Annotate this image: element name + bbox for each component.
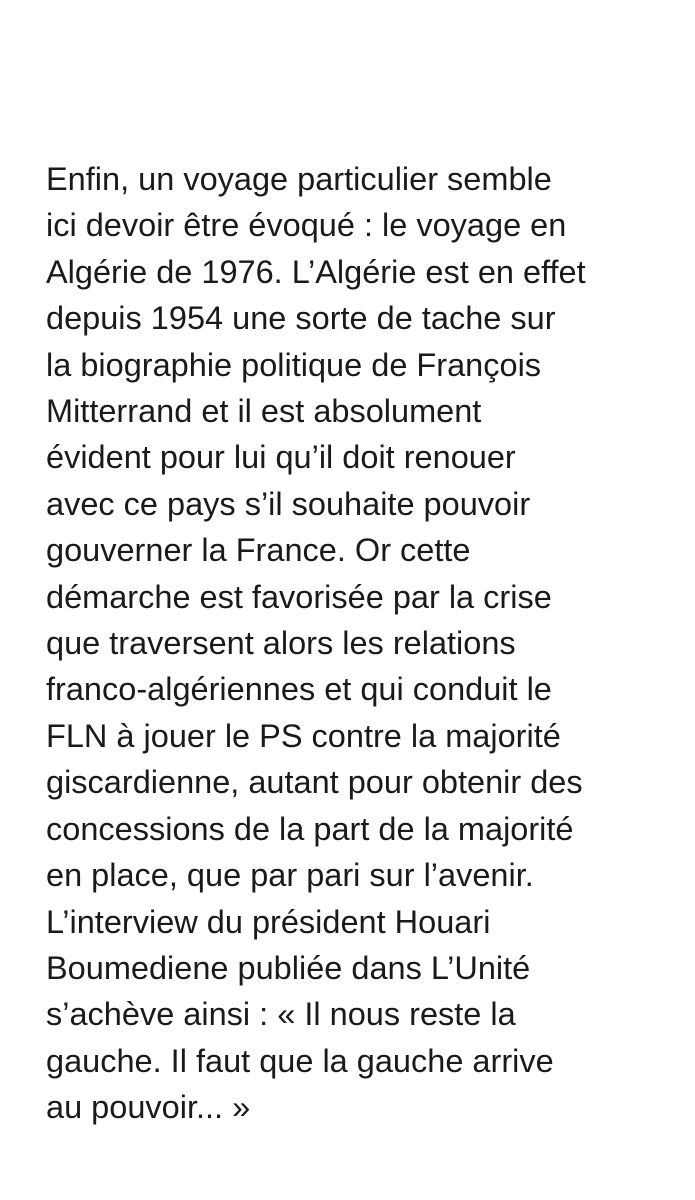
text-line: L’interview du président Houari [46, 903, 491, 940]
text-line: que traversent alors les relations [46, 625, 516, 662]
text-line: avec ce pays s’il souhaite pouvoir [46, 485, 531, 522]
text-line: depuis 1954 une sorte de tache sur [46, 300, 556, 337]
text-line: en place, que par pari sur l’avenir. [46, 857, 534, 894]
text-line: franco-algériennes et qui conduit le [46, 671, 552, 708]
text-line: démarche est favorisée par la crise [46, 578, 552, 615]
text-line: FLN à jouer le PS contre la majorité [46, 717, 561, 754]
text-line: s’achève ainsi : « Il nous reste la [46, 996, 516, 1033]
text-line: concessions de la part de la majorité [46, 810, 574, 847]
text-line: Boumediene publiée dans L’Unité [46, 949, 531, 986]
text-line: gauche. Il faut que la gauche arrive [46, 1042, 554, 1079]
text-line: la biographie politique de François [46, 346, 542, 383]
text-line: au pouvoir... » [46, 1089, 251, 1126]
text-line: ici devoir être évoqué : le voyage en [46, 207, 567, 244]
text-line: Algérie de 1976. L’Algérie est en effet [46, 253, 586, 290]
text-line: Mitterrand et il est absolument [46, 393, 482, 430]
text-line: Enfin, un voyage particulier semble [46, 161, 552, 197]
text-line: giscardienne, autant pour obtenir des [46, 764, 583, 801]
text-line: évident pour lui qu’il doit renouer [46, 439, 516, 476]
paragraph-text [46, 156, 686, 1131]
text-line: gouverner la France. Or cette [46, 532, 471, 569]
